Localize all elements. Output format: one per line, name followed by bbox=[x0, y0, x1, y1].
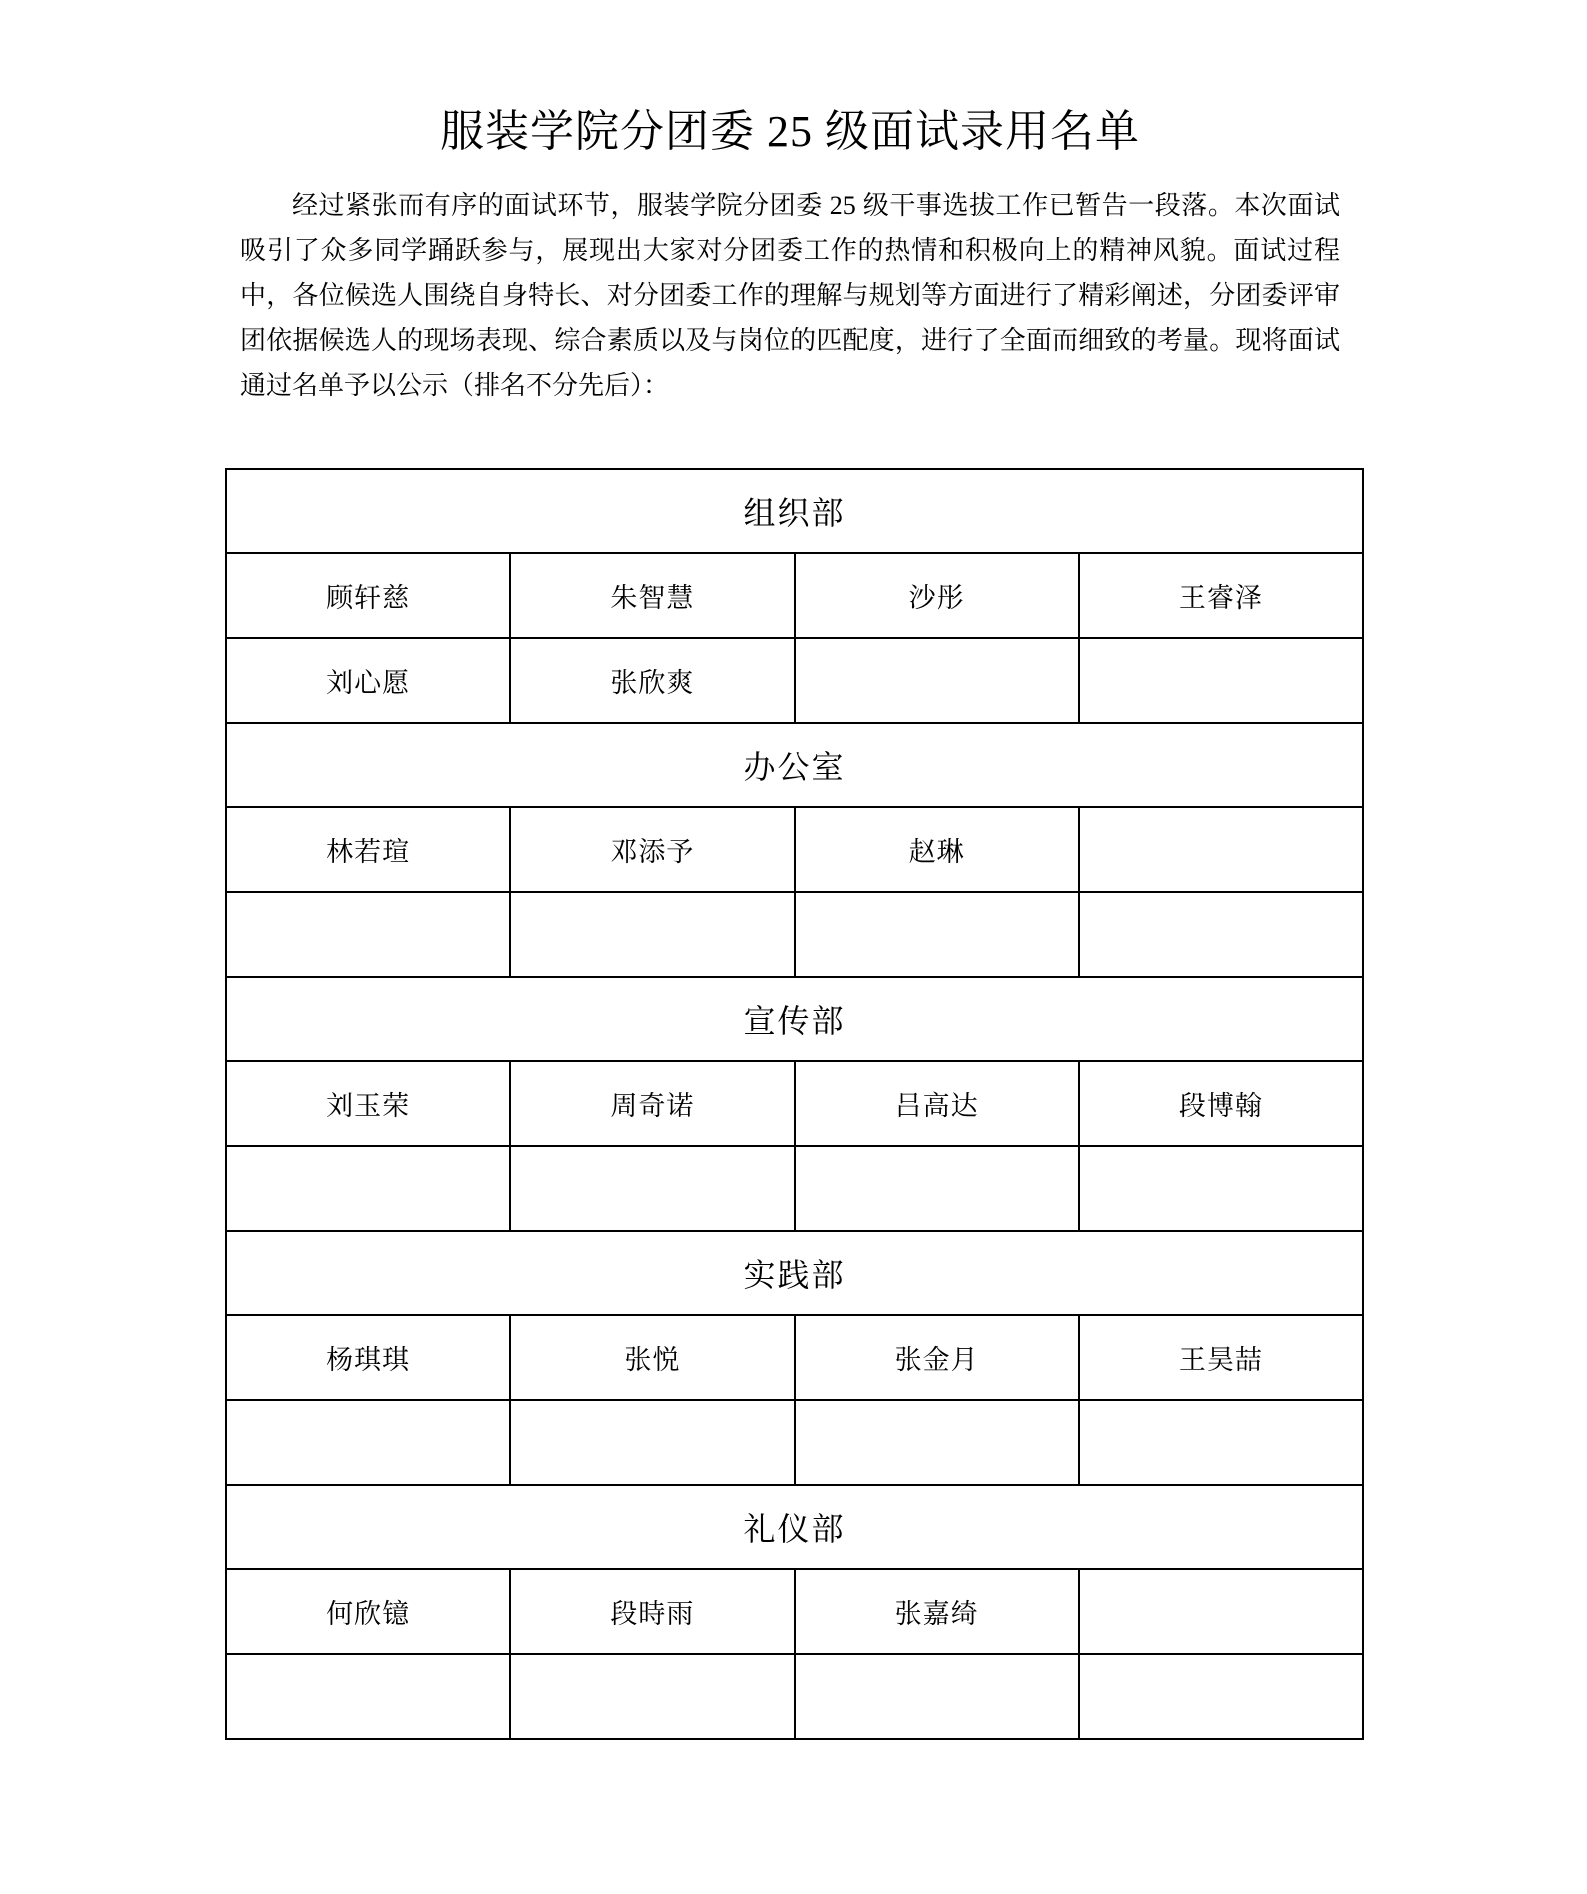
section-row-zuzhibu bbox=[226, 469, 1363, 553]
section-row-shijianbu bbox=[226, 1231, 1363, 1315]
name-cell bbox=[226, 1654, 510, 1739]
name-cell: 沙彤 bbox=[795, 553, 1079, 638]
name-cell bbox=[226, 1146, 510, 1231]
name-cell bbox=[1079, 1654, 1363, 1739]
name-cell: 段時雨 bbox=[510, 1569, 794, 1654]
name-cell: 邓添予 bbox=[510, 807, 794, 892]
name-cell: 张悦 bbox=[510, 1315, 794, 1400]
name-cell bbox=[1079, 1400, 1363, 1485]
name-cell bbox=[795, 638, 1079, 723]
name-cell bbox=[510, 1146, 794, 1231]
name-cell bbox=[1079, 807, 1363, 892]
section-header: 组织部 bbox=[226, 469, 1363, 553]
name-cell: 顾轩慈 bbox=[226, 553, 510, 638]
name-cell: 王昊喆 bbox=[1079, 1315, 1363, 1400]
table-row bbox=[226, 892, 1363, 977]
name-cell: 林若瑄 bbox=[226, 807, 510, 892]
name-cell bbox=[510, 1654, 794, 1739]
name-cell: 段博翰 bbox=[1079, 1061, 1363, 1146]
section-header: 办公室 bbox=[226, 723, 1363, 807]
name-cell: 王睿泽 bbox=[1079, 553, 1363, 638]
name-cell: 刘心愿 bbox=[226, 638, 510, 723]
section-row-bangongshi bbox=[226, 723, 1363, 807]
name-cell bbox=[1079, 892, 1363, 977]
name-cell: 何欣镱 bbox=[226, 1569, 510, 1654]
section-row-liyibu bbox=[226, 1485, 1363, 1569]
name-cell: 张欣爽 bbox=[510, 638, 794, 723]
name-cell: 周奇诺 bbox=[510, 1061, 794, 1146]
name-cell: 张金月 bbox=[795, 1315, 1079, 1400]
section-header: 宣传部 bbox=[226, 977, 1363, 1061]
table-row bbox=[226, 1569, 1363, 1654]
intro-paragraph: 经过紧张而有序的面试环节，服装学院分团委 25 级干事选拔工作已暂告一段落。本次面试吸引了众多同学踊跃参与，展现出大家对分团委工作的热情和积极向上的精神风貌。面试过程中，各位候选人围绕自身特长、对分团委工作的理解与规划等方面进行了精彩阐述，分团委评审团依据候选人的现场表现、综合素质以及与岗位的匹配度，进行了全面而细致的考量。现将面试通过名单予以公示（排名不分先后）： bbox=[240, 190, 1340, 400]
roster-table-container bbox=[225, 468, 1364, 1740]
name-cell bbox=[226, 892, 510, 977]
name-cell bbox=[795, 892, 1079, 977]
section-row-xuanchuanbu bbox=[226, 977, 1363, 1061]
table-row bbox=[226, 1315, 1363, 1400]
name-cell bbox=[226, 1400, 510, 1485]
document-title: 服装学院分团委 25 级面试录用名单 bbox=[440, 107, 1140, 156]
table-row bbox=[226, 1146, 1363, 1231]
name-cell bbox=[510, 892, 794, 977]
table-row bbox=[226, 638, 1363, 723]
name-cell: 刘玉荣 bbox=[226, 1061, 510, 1146]
name-cell bbox=[1079, 1146, 1363, 1231]
table-row bbox=[226, 1654, 1363, 1739]
recruitment-roster-table bbox=[225, 468, 1364, 1740]
table-row bbox=[226, 1400, 1363, 1485]
name-cell bbox=[795, 1654, 1079, 1739]
name-cell: 吕高达 bbox=[795, 1061, 1079, 1146]
section-header: 实践部 bbox=[226, 1231, 1363, 1315]
name-cell bbox=[795, 1400, 1079, 1485]
name-cell bbox=[795, 1146, 1079, 1231]
name-cell: 赵琳 bbox=[795, 807, 1079, 892]
name-cell bbox=[1079, 1569, 1363, 1654]
section-header: 礼仪部 bbox=[226, 1485, 1363, 1569]
table-row bbox=[226, 553, 1363, 638]
name-cell bbox=[1079, 638, 1363, 723]
table-row bbox=[226, 1061, 1363, 1146]
name-cell: 朱智慧 bbox=[510, 553, 794, 638]
name-cell bbox=[510, 1400, 794, 1485]
name-cell: 杨琪琪 bbox=[226, 1315, 510, 1400]
name-cell: 张嘉绮 bbox=[795, 1569, 1079, 1654]
table-row bbox=[226, 807, 1363, 892]
